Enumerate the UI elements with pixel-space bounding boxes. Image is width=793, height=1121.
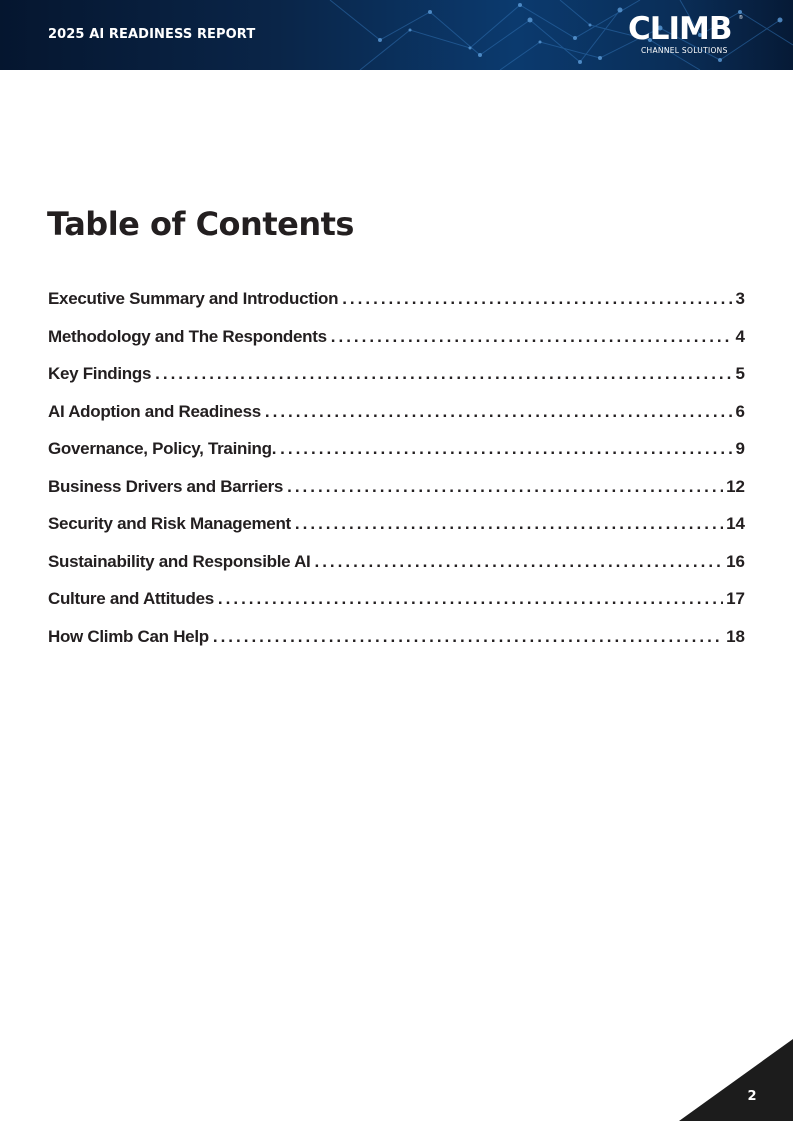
logo-tagline: CHANNEL SOLUTIONS	[641, 46, 728, 55]
toc-page-number: 3	[735, 289, 745, 308]
toc-entry-6[interactable]	[48, 477, 745, 515]
climb-logo	[628, 11, 746, 58]
toc-entry-10[interactable]	[48, 627, 745, 665]
toc-entry-2[interactable]	[48, 327, 745, 365]
toc-entry-title: Executive Summary and Introduction	[48, 289, 339, 308]
dot-leader	[155, 364, 732, 384]
footer-corner-triangle	[679, 1039, 793, 1121]
toc-page-number: 14	[726, 514, 745, 533]
toc-entry-7[interactable]	[48, 514, 745, 552]
toc-entry-title: AI Adoption and Readiness	[48, 401, 261, 421]
report-label: 2025 AI READINESS REPORT	[48, 27, 256, 42]
logo-wordmark: CLIMB	[628, 11, 732, 47]
toc-entry-title: Business Drivers and Barriers	[48, 476, 284, 496]
toc-entry-title: Culture and Attitudes	[48, 589, 214, 608]
dot-leader	[287, 477, 723, 497]
page-title: Table of Contents	[47, 205, 354, 243]
toc-entry-title: Methodology and The Respondents	[48, 326, 327, 346]
toc-entry-title: How Climb Can Help	[48, 626, 209, 646]
dot-leader	[295, 514, 723, 534]
dot-leader	[213, 627, 723, 647]
dot-leader	[342, 289, 732, 309]
toc-entry-9[interactable]	[48, 589, 745, 627]
dot-leader	[314, 552, 723, 572]
dot-leader	[331, 327, 733, 347]
toc-list	[48, 289, 745, 664]
toc-entry-title: Security and Risk Management	[48, 514, 291, 533]
page-number: 2	[747, 1089, 757, 1104]
toc-entry-title: Key Findings	[48, 364, 152, 383]
toc-entry-8[interactable]	[48, 552, 745, 590]
dot-leader	[280, 439, 732, 459]
toc-page-number: 16	[726, 551, 745, 571]
toc-page-number: 9	[735, 439, 745, 458]
toc-entry-5[interactable]	[48, 439, 745, 477]
dot-leader	[218, 589, 723, 609]
toc-entry-4[interactable]	[48, 402, 745, 440]
toc-page-number: 12	[726, 476, 745, 496]
toc-page-number: 4	[735, 326, 745, 346]
report-header	[0, 0, 793, 70]
toc-page-number: 17	[726, 589, 745, 608]
toc-entry-3[interactable]	[48, 364, 745, 402]
toc-page-number: 6	[735, 401, 745, 421]
toc-entry-1[interactable]	[48, 289, 745, 327]
toc-entry-title: Sustainability and Responsible AI	[48, 551, 311, 571]
dot-leader	[265, 402, 733, 422]
registered-mark: ®	[739, 15, 743, 21]
toc-entry-title: Governance, Policy, Training.	[48, 439, 277, 458]
toc-page-number: 18	[726, 626, 745, 646]
toc-page-number: 5	[735, 364, 745, 383]
